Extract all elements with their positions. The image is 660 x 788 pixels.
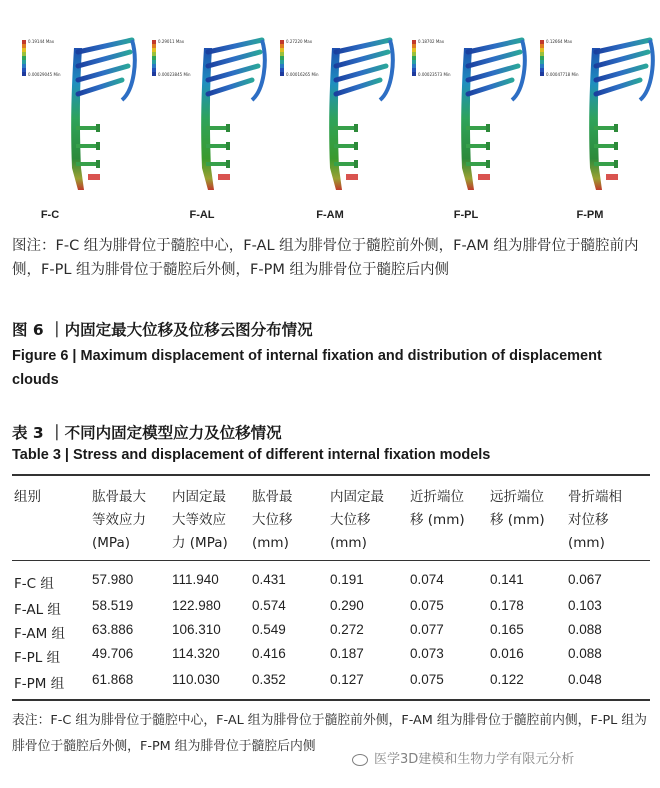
column-header-line: 组别 [14, 489, 41, 505]
max-marker [606, 174, 618, 180]
table-note: 表注：F-C 组为腓骨位于髓腔中心，F-AL 组为腓骨位于髓腔前外侧，F-AM 组为腓骨位于髓腔前内侧，F-PL 组为腓骨位于髓腔后外侧，F-PM 组为腓骨位于髓腔后内侧 [12, 713, 647, 754]
table-cell: 111.940 [172, 572, 219, 587]
legend-swatch [412, 56, 416, 60]
wechat-icon [352, 754, 368, 766]
table-cell: 0.191 [330, 572, 364, 587]
column-header-line: 对位移 [568, 512, 609, 528]
fixation-screw [208, 40, 262, 52]
table-cell: 0.178 [490, 598, 524, 613]
panel-label: F-AL [189, 209, 215, 221]
table-cell: 106.310 [172, 622, 221, 637]
legend-swatch [280, 56, 284, 60]
legend-swatch [22, 56, 26, 60]
screw-head [226, 142, 230, 150]
column-header-line: (mm) [252, 535, 289, 551]
displacement-cloud [530, 0, 660, 205]
legend-min: 0.00047718 Min [546, 72, 579, 77]
fixation-screw [336, 80, 380, 94]
screw-head [96, 142, 100, 150]
table-cell: 0.290 [330, 598, 364, 613]
column-header-line: 远折端位 [490, 489, 544, 505]
displacement-cloud [270, 0, 402, 205]
legend-swatch [22, 64, 26, 68]
table-cell: 122.980 [172, 598, 221, 613]
panel-label: F-PM [576, 209, 604, 221]
fixation-screw [78, 52, 130, 66]
table-cell: 0.352 [252, 672, 286, 687]
legend-max: 0.29011 Max [158, 39, 185, 44]
panel-f-c [12, 0, 144, 232]
max-marker [218, 174, 230, 180]
legend-swatch [412, 44, 416, 48]
column-header [568, 486, 622, 555]
screw-head [614, 160, 618, 168]
column-header-line: 近折端位 [410, 489, 464, 505]
column-header-line: 大等效应 [172, 512, 226, 528]
legend-swatch [540, 60, 544, 64]
legend-swatch [412, 40, 416, 44]
displacement-cloud [402, 0, 534, 205]
legend-swatch [412, 48, 416, 52]
table-cell: 114.320 [172, 646, 220, 661]
legend-swatch [412, 64, 416, 68]
legend-swatch [22, 60, 26, 64]
column-header [330, 486, 384, 555]
table-cell: 0.088 [568, 622, 602, 637]
table-top-rule [12, 474, 650, 476]
legend-swatch [280, 60, 284, 64]
screw-head [614, 142, 618, 150]
legend-swatch [22, 52, 26, 56]
screw-head [96, 160, 100, 168]
screw-head [226, 124, 230, 132]
humeral-head-plate [252, 40, 265, 100]
panel-f-al [142, 0, 274, 232]
row-group-name: F-C 组 [14, 576, 54, 592]
table-cell: 0.077 [410, 622, 444, 637]
table-cell: 0.048 [568, 672, 602, 687]
column-header [14, 486, 41, 509]
legend-swatch [22, 68, 26, 72]
screw-head [226, 160, 230, 168]
column-header-line: (mm) [330, 535, 367, 551]
row-group-name: F-PL 组 [14, 650, 61, 666]
table-cell: 63.886 [92, 622, 134, 637]
table-cell: 61.868 [92, 672, 134, 687]
table-cell: 0.074 [410, 572, 444, 587]
legend-swatch [152, 40, 156, 44]
legend-max: 0.19144 Max [28, 39, 55, 44]
column-header [490, 486, 545, 532]
legend-swatch [412, 60, 416, 64]
row-group-name: F-AL 组 [14, 602, 61, 618]
table-cell: 0.416 [252, 646, 286, 661]
column-header-line: 等效应力 [92, 512, 146, 528]
table-cell: 57.980 [92, 572, 134, 587]
legend-swatch [412, 68, 416, 72]
fixation-screw [596, 80, 640, 94]
figure-6-panels [0, 0, 660, 232]
legend-max: 0.27220 Max [286, 39, 313, 44]
panel-f-am [270, 0, 402, 232]
legend-swatch [280, 68, 284, 72]
fixation-screw [468, 52, 520, 66]
column-header [410, 486, 465, 532]
row-group-name: F-AM 组 [14, 626, 66, 642]
table-bottom-rule [12, 699, 650, 701]
fixation-screw [78, 80, 122, 94]
row-group-name: F-PM 组 [14, 676, 65, 692]
fibula-shaft [201, 48, 214, 190]
humeral-head-plate [380, 40, 393, 100]
watermark [352, 748, 574, 767]
column-header-line: 肱骨最 [252, 489, 293, 505]
panel-label: F-C [40, 209, 60, 221]
legend-swatch [152, 52, 156, 56]
table-cell: 0.016 [490, 646, 524, 661]
legend-swatch [152, 60, 156, 64]
legend-min: 0.00023573 Min [418, 72, 451, 77]
legend-swatch [22, 44, 26, 48]
table-cell: 0.165 [490, 622, 524, 637]
max-marker [346, 174, 358, 180]
panel-label: F-AM [316, 209, 344, 221]
table-cell: 0.103 [568, 598, 602, 613]
screw-head [614, 124, 618, 132]
figure-title-en: Figure 6 | Maximum displacement of internal fixation and distribution of displacement clouds [12, 348, 602, 388]
humeral-head-plate [640, 40, 653, 100]
screw-head [354, 160, 358, 168]
table-cell: 0.073 [410, 646, 444, 661]
humeral-head-plate [122, 40, 135, 100]
column-header-line: 骨折端相 [568, 489, 622, 505]
table-cell: 0.272 [330, 622, 364, 637]
panel-label: F-PL [453, 209, 479, 221]
table-cell: 49.706 [92, 646, 134, 661]
table-header-rule [12, 560, 650, 561]
table-cell: 0.067 [568, 572, 602, 587]
panel-f-pm [530, 0, 660, 232]
column-header [172, 486, 228, 555]
legend-swatch [540, 64, 544, 68]
humeral-head-plate [512, 40, 525, 100]
column-header-line: 力 (MPa) [172, 535, 228, 551]
table-cell: 110.030 [172, 672, 220, 687]
column-header-line: 移 (mm) [410, 512, 465, 528]
fixation-screw [336, 40, 390, 52]
legend-swatch [540, 72, 544, 76]
table-cell: 0.549 [252, 622, 286, 637]
table-cell: 0.075 [410, 598, 444, 613]
fixation-screw [336, 52, 388, 66]
watermark-text: 医学3D建模和生物力学有限元分析 [374, 752, 575, 767]
table-cell: 0.088 [568, 646, 602, 661]
max-marker [478, 174, 490, 180]
legend-min: 0.00023845 Min [158, 72, 191, 77]
column-header-line: 移 (mm) [490, 512, 545, 528]
legend-swatch [22, 48, 26, 52]
legend-swatch [540, 52, 544, 56]
fibula-shaft [329, 48, 342, 190]
legend-swatch [152, 72, 156, 76]
screw-head [486, 160, 490, 168]
fixation-screw [468, 40, 522, 52]
figure-title-zh: 图 6 ｜内固定最大位移及位移云图分布情况 [12, 321, 313, 339]
table-cell: 0.122 [490, 672, 524, 687]
table-cell: 0.141 [490, 572, 524, 587]
table-cell: 0.574 [252, 598, 286, 613]
table-cell: 0.075 [410, 672, 444, 687]
legend-swatch [280, 72, 284, 76]
fibula-shaft [461, 48, 474, 190]
screw-head [96, 124, 100, 132]
fixation-screw [208, 52, 260, 66]
table-title-en: Table 3 | Stress and displacement of different internal fixation models [12, 447, 491, 463]
column-header-line: 肱骨最大 [92, 489, 146, 505]
screw-head [354, 124, 358, 132]
fixation-screw [596, 52, 648, 66]
legend-swatch [412, 52, 416, 56]
legend-swatch [540, 56, 544, 60]
column-header-line: 大位移 [330, 512, 371, 528]
legend-swatch [280, 64, 284, 68]
table-cell: 0.431 [252, 572, 286, 587]
column-header-line: (mm) [568, 535, 605, 551]
column-header-line: 大位移 [252, 512, 293, 528]
legend-swatch [540, 48, 544, 52]
legend-swatch [152, 68, 156, 72]
legend-min: 0.00016265 Min [286, 72, 319, 77]
legend-swatch [152, 64, 156, 68]
displacement-cloud [142, 0, 274, 205]
legend-swatch [280, 44, 284, 48]
legend-swatch [22, 40, 26, 44]
legend-max: 0.18702 Max [418, 39, 445, 44]
legend-swatch [540, 68, 544, 72]
fixation-screw [78, 40, 132, 52]
legend-swatch [280, 48, 284, 52]
table-cell: 0.187 [330, 646, 364, 661]
legend-swatch [412, 72, 416, 76]
screw-head [354, 142, 358, 150]
screw-head [486, 124, 490, 132]
table-cell: 0.127 [330, 672, 364, 687]
panel-f-pl [402, 0, 534, 232]
legend-swatch [280, 40, 284, 44]
column-header-line: 内固定最 [172, 489, 226, 505]
fixation-screw [596, 40, 650, 52]
fibula-shaft [589, 48, 602, 190]
fixation-screw [208, 80, 252, 94]
table-cell: 58.519 [92, 598, 134, 613]
column-header-line: (MPa) [92, 535, 130, 551]
fibula-shaft [71, 48, 84, 190]
legend-min: 0.00029045 Min [28, 72, 61, 77]
fixation-screw [468, 80, 512, 94]
legend-swatch [540, 44, 544, 48]
max-marker [88, 174, 100, 180]
legend-swatch [152, 56, 156, 60]
displacement-cloud [12, 0, 144, 205]
legend-swatch [540, 40, 544, 44]
column-header-line: 内固定最 [330, 489, 384, 505]
figure-note: 图注：F-C 组为腓骨位于髓腔中心，F-AL 组为腓骨位于髓腔前外侧，F-AM 组为腓骨位于髓腔前内侧，F-PL 组为腓骨位于髓腔后外侧，F-PM 组为腓骨位于髓腔后内侧 [12, 238, 639, 278]
legend-max: 0.12664 Max [546, 39, 573, 44]
legend-swatch [152, 44, 156, 48]
column-header [252, 486, 293, 555]
column-header [92, 486, 146, 555]
screw-head [486, 142, 490, 150]
table-title-zh: 表 3 ｜不同内固定模型应力及位移情况 [12, 424, 282, 442]
legend-swatch [280, 52, 284, 56]
legend-swatch [152, 48, 156, 52]
legend-swatch [22, 72, 26, 76]
